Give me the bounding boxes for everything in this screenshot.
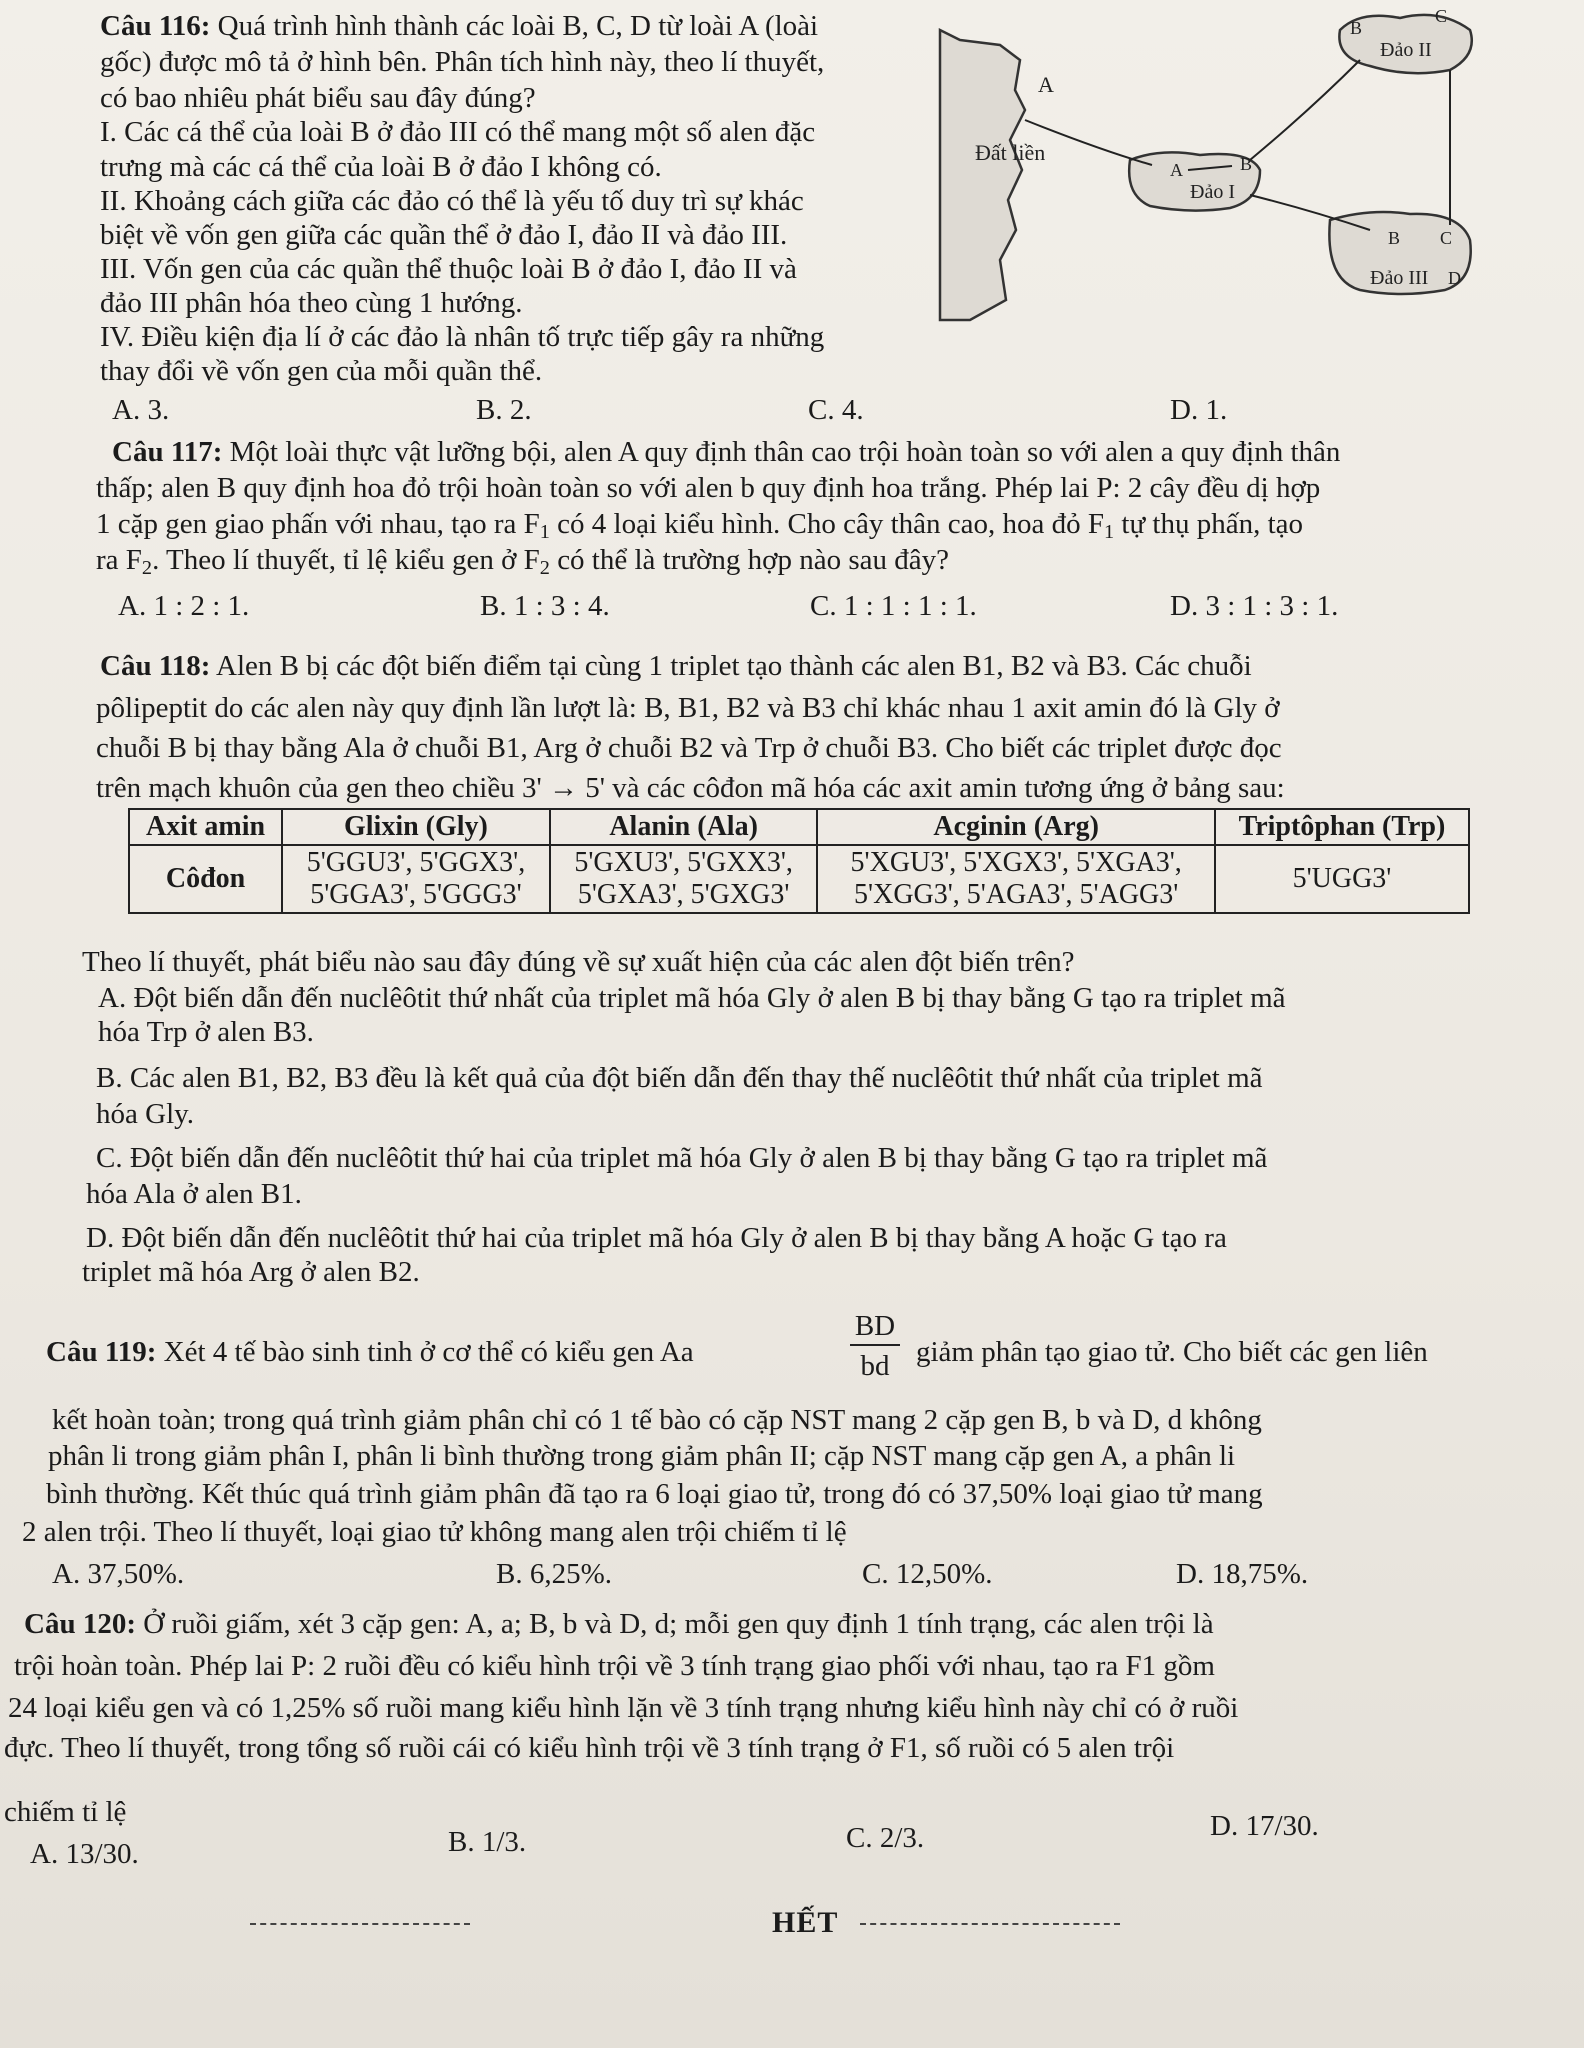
- map-label-b-top: B: [1350, 18, 1363, 38]
- q118-line-3: chuỗi B bị thay bằng Ala ở chuỗi B1, Arg ở chuỗi B2 và Trp ở chuỗi B3. Cho biết các triplet được đọc: [96, 732, 1282, 764]
- q118-stem: Theo lí thuyết, phát biểu nào sau đây đúng về sự xuất hiện của các alen đột biến trên?: [82, 946, 1075, 978]
- q118-option-c-1: C. Đột biến dẫn đến nuclêôtit thứ hai của triplet mã hóa Gly ở alen B bị thay bằng G tạo ra triplet mã: [96, 1142, 1268, 1174]
- q116-line-2: gốc) được mô tả ở hình bên. Phân tích hình này, theo lí thuyết,: [100, 46, 825, 78]
- q117-option-a: A. 1 : 2 : 1.: [118, 590, 250, 622]
- q119-text-1b: giảm phân tạo giao tử. Cho biết các gen liên: [916, 1336, 1428, 1368]
- q119-line-3: phân li trong giảm phân I, phân li bình thường trong giảm phân II; cặp NST mang cặp gen A, a phân li: [48, 1440, 1236, 1472]
- q119-line-1: [46, 1336, 694, 1369]
- island-1-label: Đảo I: [1190, 181, 1235, 203]
- q116-line-1: [100, 10, 818, 43]
- q118-line-2: pôlipeptit do các alen này quy định lần lượt là: B, B1, B2 và B3 chỉ khác nhau 1 axit amin đó là Gly ở: [96, 692, 1280, 724]
- cell-arg: 5'XGU3', 5'XGX3', 5'XGA3', 5'XGG3', 5'AGA3', 5'AGG3': [817, 845, 1214, 913]
- q120-line-2: trội hoàn toàn. Phép lai P: 2 ruồi đều có kiểu hình trội về 3 tính trạng giao phối với nhau, tạo ra F1 gồm: [14, 1650, 1215, 1682]
- q116-option-d: D. 1.: [1170, 394, 1228, 426]
- footer-end-label: HẾT: [772, 1906, 839, 1939]
- q119-line-4: bình thường. Kết thúc quá trình giảm phân đã tạo ra 6 loại giao tử, trong đó có 37,50% loại giao tử mang: [46, 1478, 1263, 1510]
- codon-table-row: [129, 845, 1469, 913]
- map-label-c-top: C: [1435, 6, 1448, 26]
- q119-option-c: C. 12,50%.: [862, 1558, 993, 1590]
- q118-option-d-2: triplet mã hóa Arg ở alen B2.: [82, 1256, 420, 1288]
- genotype-fraction-line: [850, 1344, 900, 1346]
- row-label-codon: Côđon: [129, 845, 282, 913]
- q118-option-d-1: D. Đột biến dẫn đến nuclêôtit thứ hai của triplet mã hóa Gly ở alen B bị thay bằng A hoặc G tạo ra: [86, 1222, 1227, 1254]
- q117-option-b: B. 1 : 3 : 4.: [480, 590, 610, 622]
- genotype-fraction-top: BD: [854, 1310, 896, 1342]
- q120-line-3: 24 loại kiểu gen và có 1,25% số ruồi mang kiểu hình lặn về 3 tính trạng nhưng kiểu hình này chỉ có ở ruồi: [8, 1692, 1239, 1724]
- q117-title: Câu 117:: [112, 436, 223, 468]
- q118-option-a-1: A. Đột biến dẫn đến nuclêôtit thứ nhất của triplet mã hóa Gly ở alen B bị thay bằng G tạo ra triplet mã: [98, 982, 1286, 1014]
- q116-option-c: C. 4.: [808, 394, 864, 426]
- q118-title: Câu 118:: [100, 650, 211, 682]
- q120-option-a: A. 13/30.: [30, 1838, 139, 1870]
- codon-table-header: [129, 809, 1469, 845]
- header-gly: Glixin (Gly): [282, 809, 550, 845]
- q120-title: Câu 120:: [24, 1608, 136, 1640]
- cell-trp: 5'UGG3': [1215, 845, 1469, 913]
- q117-option-d: D. 3 : 1 : 3 : 1.: [1170, 590, 1339, 622]
- codon-table: [128, 808, 1470, 914]
- arrow-island1-island2: [1250, 60, 1360, 160]
- q116-statement-2b: biệt về vốn gen giữa các quần thể ở đảo I, đảo II và đảo III.: [100, 219, 788, 251]
- q118-option-b-2: hóa Gly.: [96, 1098, 194, 1130]
- q118-option-a-2: hóa Trp ở alen B3.: [98, 1016, 314, 1048]
- q116-statement-3a: III. Vốn gen của các quần thể thuộc loài B ở đảo I, đảo II và: [100, 253, 797, 285]
- arrow-island1-island3: [1250, 195, 1370, 230]
- q119-option-d: D. 18,75%.: [1176, 1558, 1309, 1590]
- header-amino-acid: Axit amin: [129, 809, 282, 845]
- q118-line-4: trên mạch khuôn của gen theo chiều 3' → 5' và các côđon mã hóa các axit amin tương ứng ở bảng sau:: [96, 772, 1285, 804]
- q116-statement-3b: đảo III phân hóa theo cùng 1 hướng.: [100, 287, 523, 319]
- q116-statement-1a: I. Các cá thể của loài B ở đảo III có thể mang một số alen đặc: [100, 116, 816, 148]
- q120-text-1: Ở ruồi giấm, xét 3 cặp gen: A, a; B, b và D, d; mỗi gen quy định 1 tính trạng, các alen trội là: [143, 1608, 1214, 1640]
- q120-option-c: C. 2/3.: [846, 1822, 925, 1854]
- q120-line-1: [24, 1608, 1214, 1641]
- q118-option-b-1: B. Các alen B1, B2, B3 đều là kết quả của đột biến dẫn đến thay thế nuclêôtit thứ nhất của triplet mã: [96, 1062, 1263, 1094]
- map-label-c-island3: C: [1440, 228, 1453, 248]
- island-3-label: Đảo III: [1370, 267, 1429, 289]
- q118-text-1: Alen B bị các đột biến điểm tại cùng 1 triplet tạo thành các alen B1, B2 và B3. Các chuỗi: [216, 650, 1252, 682]
- q117-line-3: 1 cặp gen giao phấn với nhau, tạo ra $F_1$ có 4 loại kiểu hình. Cho cây thân cao, hoa đỏ $F_1$ tự thụ phấn, tạo: [96, 508, 1304, 544]
- speciation-map: [930, 0, 1490, 330]
- map-label-a: A: [1038, 72, 1054, 97]
- cell-ala: 5'GXU3', 5'GXX3', 5'GXA3', 5'GXG3': [550, 845, 818, 913]
- q116-text: Quá trình hình thành các loài B, C, D từ loài A (loài: [217, 10, 819, 42]
- q116-option-b: B. 2.: [476, 394, 532, 426]
- footer-dash-left: [250, 1923, 470, 1927]
- q119-line-2: kết hoàn toàn; trong quá trình giảm phân chỉ có 1 tế bào có cặp NST mang 2 cặp gen B, b và D, d không: [52, 1404, 1262, 1436]
- q120-option-b: B. 1/3.: [448, 1826, 527, 1858]
- footer-dash-right: [860, 1923, 1120, 1927]
- map-label-b-island3: B: [1388, 228, 1401, 248]
- header-arg: Acginin (Arg): [817, 809, 1214, 845]
- island-2-label: Đảo II: [1380, 39, 1432, 61]
- map-label-b-island1: B: [1240, 154, 1253, 174]
- q116-option-a: A. 3.: [112, 394, 170, 426]
- q117-text-1: Một loài thực vật lưỡng bội, alen A quy định thân cao trội hoàn toàn so với alen a quy định thân: [229, 436, 1341, 468]
- q119-text-1a: Xét 4 tế bào sinh tinh ở cơ thể có kiểu gen Aa: [163, 1336, 694, 1368]
- q120-line-4: đực. Theo lí thuyết, trong tổng số ruồi cái có kiểu hình trội về 3 tính trạng ở F1, số ruồi có 5 alen trội: [4, 1732, 1175, 1764]
- q119-option-a: A. 37,50%.: [52, 1558, 185, 1590]
- q116-statement-1b: trưng mà các cá thể của loài B ở đảo I không có.: [100, 151, 662, 183]
- map-label-a-island: A: [1170, 160, 1183, 180]
- header-ala: Alanin (Ala): [550, 809, 818, 845]
- q120-option-d: D. 17/30.: [1210, 1810, 1319, 1842]
- q119-line-5: 2 alen trội. Theo lí thuyết, loại giao tử không mang alen trội chiếm tỉ lệ: [22, 1516, 847, 1548]
- q118-line-1: [100, 650, 1252, 683]
- q118-option-c-2: hóa Ala ở alen B1.: [86, 1178, 302, 1210]
- q117-option-c: C. 1 : 1 : 1 : 1.: [810, 590, 977, 622]
- genotype-fraction-bottom: bd: [860, 1350, 890, 1382]
- q116-line-3: có bao nhiêu phát biểu sau đây đúng?: [100, 82, 536, 114]
- header-trp: Triptôphan (Trp): [1215, 809, 1469, 845]
- q119-title: Câu 119:: [46, 1336, 157, 1368]
- mainland-shape: [940, 30, 1025, 320]
- mainland-label: Đất liền: [975, 140, 1046, 165]
- q117-line-1: [112, 436, 1340, 469]
- q116-statement-2a: II. Khoảng cách giữa các đảo có thể là yếu tố duy trì sự khác: [100, 185, 804, 217]
- q119-option-b: B. 6,25%.: [496, 1558, 612, 1590]
- q116-statement-4b: thay đổi về vốn gen của mỗi quần thể.: [100, 355, 543, 387]
- q117-line-4: ra $F_2$. Theo lí thuyết, tỉ lệ kiểu gen ở $F_2$ có thể là trường hợp nào sau đây?: [96, 544, 950, 580]
- cell-gly: 5'GGU3', 5'GGX3', 5'GGA3', 5'GGG3': [282, 845, 550, 913]
- q120-line-5: chiếm tỉ lệ: [4, 1796, 127, 1828]
- q116-title: Câu 116:: [100, 10, 211, 42]
- map-label-d-island3: D: [1448, 268, 1461, 288]
- q116-statement-4a: IV. Điều kiện địa lí ở các đảo là nhân tố trực tiếp gây ra những: [100, 321, 825, 353]
- q117-line-2: thấp; alen B quy định hoa đỏ trội hoàn toàn so với alen b quy định hoa trắng. Phép lai P: 2 cây đều dị hợp: [96, 472, 1321, 504]
